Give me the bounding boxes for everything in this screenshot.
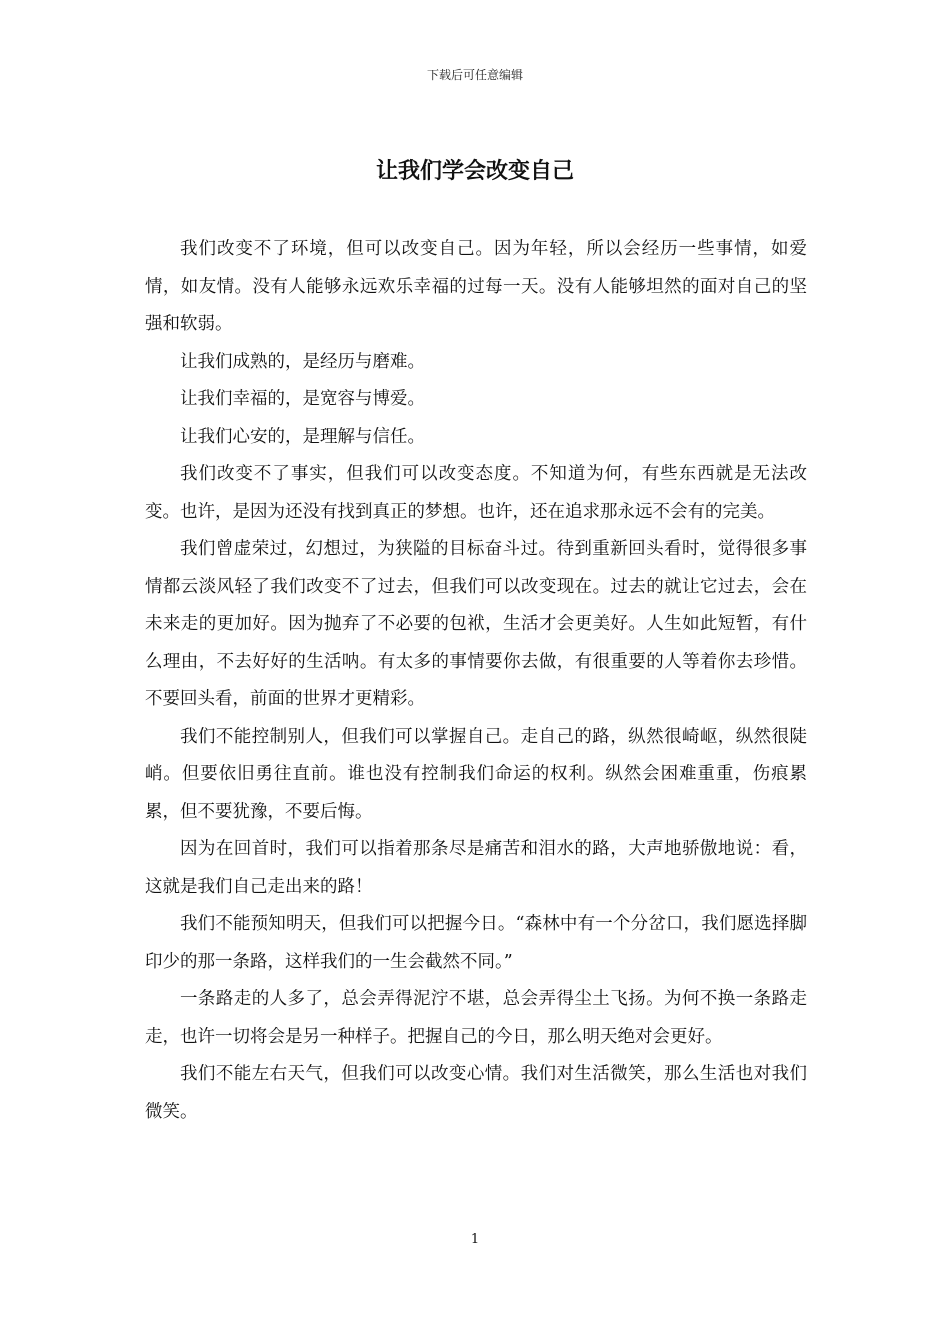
- paragraph: 让我们成熟的，是经历与磨难。: [180, 351, 425, 372]
- page-header-note: 下载后可任意编辑: [426, 68, 523, 82]
- paragraph: 让我们心安的，是理解与信任。: [180, 426, 425, 447]
- document-title: 让我们学会改变自己: [375, 158, 574, 184]
- paragraph: 我们曾虚荣过，幻想过，为狭隘的目标奋斗过。待到重新回头看时，觉得很多事情都云淡风轻了我们改变不了过去，但我们可以改变现在。过去的就让它过去，会在未来走的更加好。因为抛弃了不必要的包袱，生活才会更美好。人生如此短暂，有什么理由，不去好好的生活呐。有太多的事情要你去做，有很重要的人等着你去珍惜。不要回头看，前面的世界才更精彩。: [145, 539, 807, 709]
- paragraph: 一条路走的人多了，总会弄得泥泞不堪，总会弄得尘土飞扬。为何不换一条路走走，也许一切将会是另一种样子。把握自己的今日，那么明天绝对会更好。: [145, 989, 807, 1047]
- paragraph: 我们改变不了事实，但我们可以改变态度。不知道为何，有些东西就是无法改变。也许，是因为还没有找到真正的梦想。也许，还在追求那永远不会有的完美。: [145, 464, 807, 522]
- paragraph: 我们改变不了环境，但可以改变自己。因为年轻，所以会经历一些事情，如爱情，如友情。没有人能够永远欢乐幸福的过每一天。没有人能够坦然的面对自己的坚强和软弱。: [145, 239, 807, 334]
- page-number: 1: [470, 1232, 480, 1247]
- paragraph: 我们不能左右天气，但我们可以改变心情。我们对生活微笑，那么生活也对我们微笑。: [145, 1064, 807, 1122]
- paragraph: 因为在回首时，我们可以指着那条尽是痛苦和泪水的路，大声地骄傲地说：看，这就是我们自己走出来的路！: [145, 839, 807, 897]
- paragraph: 我们不能预知明天，但我们可以把握今日。“森林中有一个分岔口，我们愿选择脚印少的那一条路，这样我们的一生会截然不同。”: [145, 914, 807, 972]
- paragraph: 我们不能控制别人，但我们可以掌握自己。走自己的路，纵然很崎岖，纵然很陡峭。但要依旧勇往直前。谁也没有控制我们命运的权利。纵然会困难重重，伤痕累累，但不要犹豫，不要后悔。: [145, 726, 807, 822]
- paragraph: 让我们幸福的，是宽容与博爱。: [180, 389, 425, 409]
- document-body: [145, 231, 807, 1131]
